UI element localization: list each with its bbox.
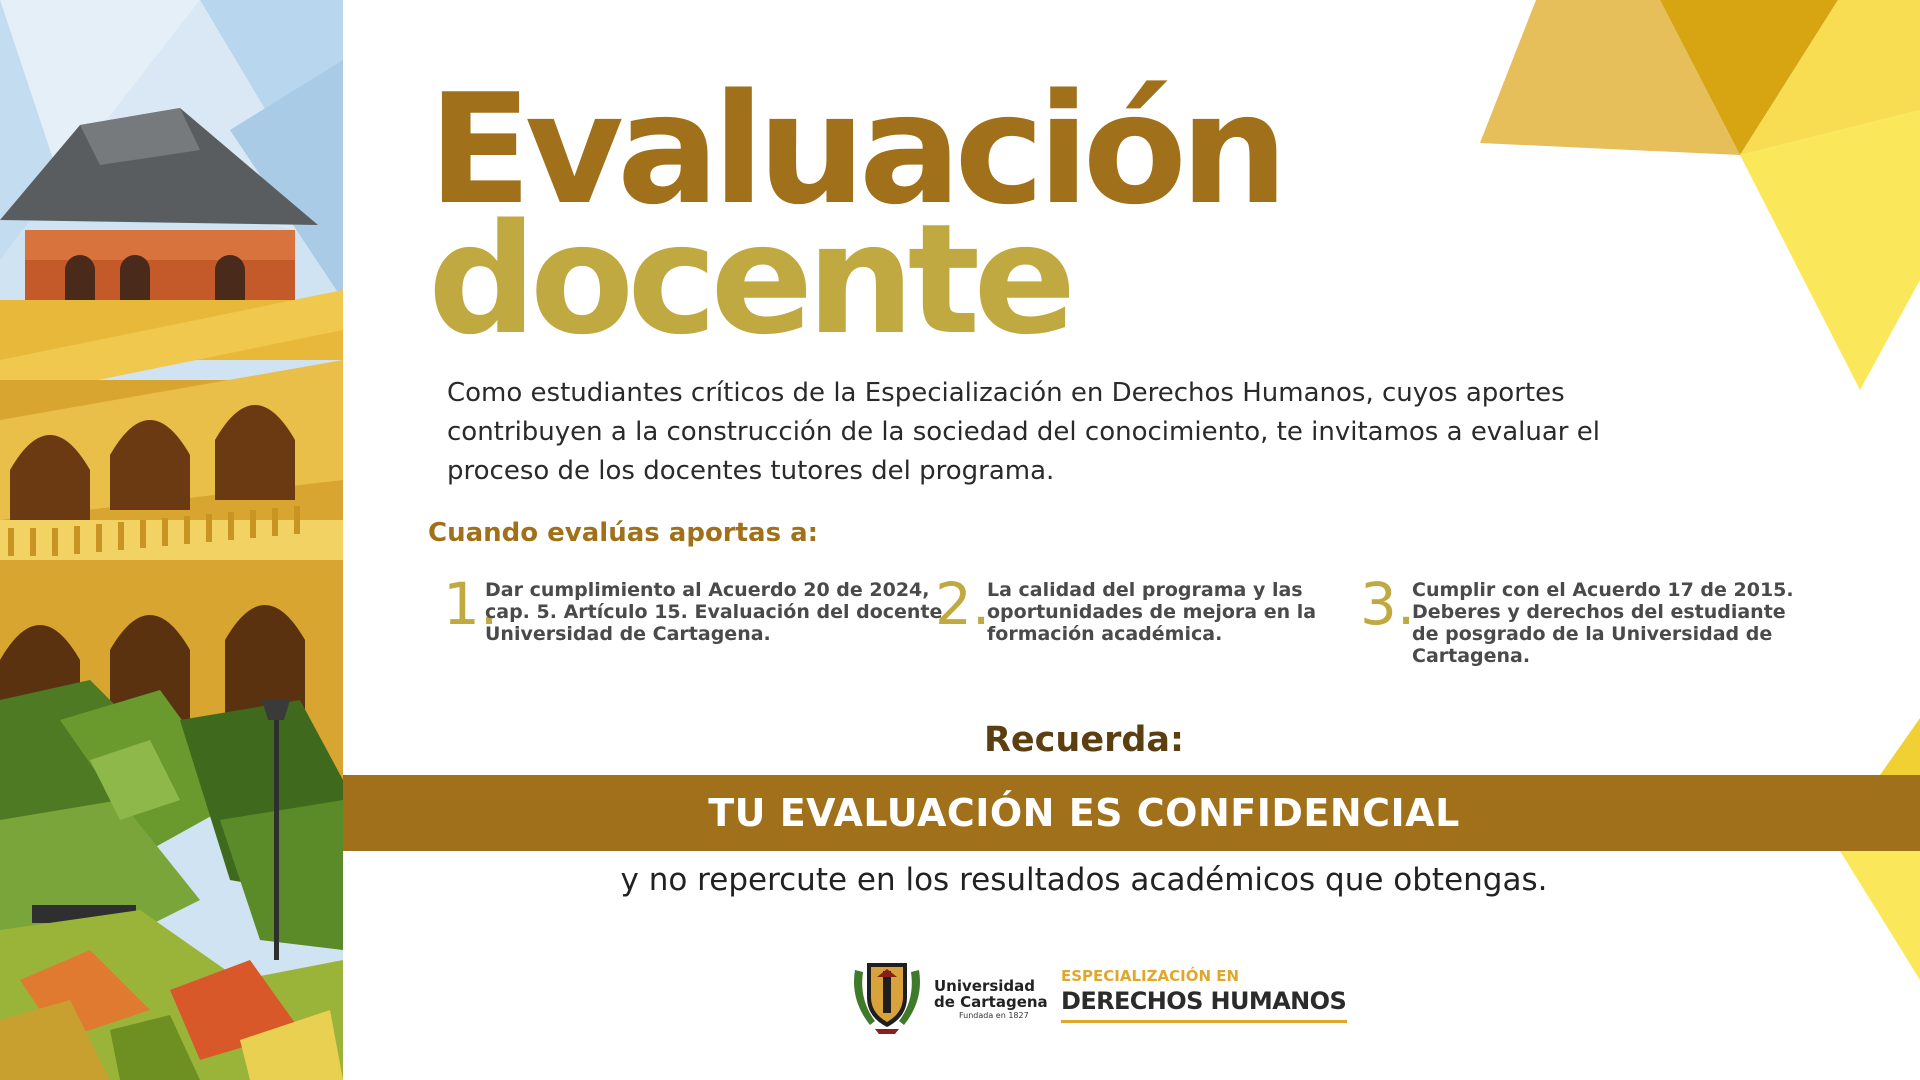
reminder-tagline: y no repercute en los resultados académicos que obtengas. <box>620 862 1548 898</box>
point-text: Cumplir con el Acuerdo 17 de 2015. Deberes y derechos del estudiante de posgrado de la Universidad de Cartagena. <box>1412 579 1794 667</box>
title-line-1: Evaluación <box>428 61 1282 238</box>
point-text: Dar cumplimiento al Acuerdo 20 de 2024, cap. 5. Artículo 15. Evaluación del docente. Universidad de Cartagena. <box>485 579 950 645</box>
building-illustration <box>0 0 343 1080</box>
university-name: Universidad de Cartagena <box>934 977 1048 1011</box>
confidential-banner <box>343 775 1920 851</box>
program-underline <box>1061 1020 1347 1023</box>
program-name: DERECHOS HUMANOS <box>1061 987 1347 1015</box>
university-crest-icon <box>845 955 929 1035</box>
banner-text: TU EVALUACIÓN ES CONFIDENCIAL <box>708 791 1460 835</box>
footer-logos <box>845 955 1365 1035</box>
intro-paragraph: Como estudiantes críticos de la Especialización en Derechos Humanos, cuyos aportes contribuyen a la construcción de la sociedad del conocimiento, te invitamos a evaluar el proceso de los docentes tutores del programa. <box>447 378 1600 486</box>
university-tagline: Fundada en 1827 <box>959 1011 1029 1020</box>
reminder-label: Recuerda: <box>983 720 1185 760</box>
title-line-2: docente <box>428 191 1070 368</box>
point-number: 1. <box>443 570 499 638</box>
point-number: 3. <box>1360 570 1416 638</box>
point-number: 2. <box>935 570 991 638</box>
program-label: ESPECIALIZACIÓN EN <box>1061 967 1240 985</box>
point-text: La calidad del programa y las oportunidades de mejora en la formación académica. <box>987 579 1317 645</box>
section-heading: Cuando evalúas aportas a: <box>428 518 819 548</box>
